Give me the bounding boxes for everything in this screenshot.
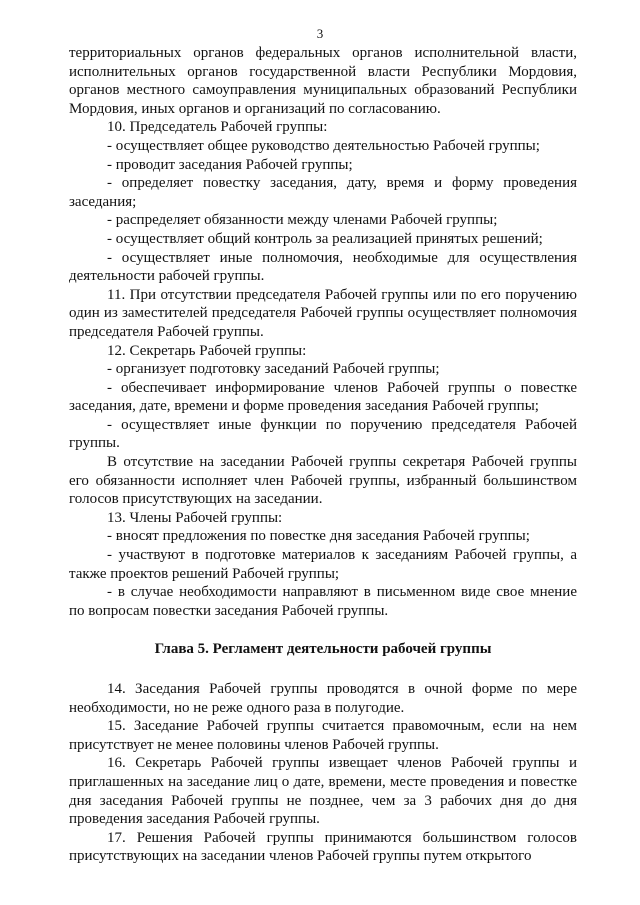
paragraph: 17. Решения Рабочей группы принимаются большинством голосов присутствующих на заседании членов Рабочей группы путем открытого: [69, 829, 577, 865]
paragraph: - организует подготовку заседаний Рабочей группы;: [107, 361, 440, 378]
paragraph: 12. Секретарь Рабочей группы:: [107, 342, 307, 359]
paragraph: В отсутствие на заседании Рабочей группы секретаря Рабочей группы его обязанности исполняет член Рабочей группы, избранный большинством голосов присутствующих на заседании.: [69, 454, 577, 508]
paragraph: 14. Заседания Рабочей группы проводятся в очной форме по мере необходимости, но не реже одного раза в полугодие.: [69, 681, 577, 716]
paragraph: 16. Секретарь Рабочей группы извещает членов Рабочей группы и приглашенных на заседание лиц о дате, времени, месте проведения и повестке дня заседания Рабочей группы не позднее, чем за 3 рабочих дня до дня проведения заседания Рабочей группы.: [69, 755, 577, 828]
paragraph: - проводит заседания Рабочей группы;: [107, 156, 353, 173]
paragraph: - вносят предложения по повестке дня заседания Рабочей группы;: [107, 528, 530, 545]
paragraph: - осуществляет иные полномочия, необходимые для осуществления деятельности рабочей группы.: [69, 249, 577, 285]
paragraph: - в случае необходимости направляют в письменном виде свое мнение по вопросам повестки заседания Рабочей группы.: [69, 584, 577, 619]
chapter-heading: Глава 5. Регламент деятельности рабочей группы: [154, 641, 492, 658]
document-body: [69, 44, 577, 866]
paragraph: 10. Председатель Рабочей группы:: [107, 119, 328, 136]
paragraph: - осуществляет общее руководство деятельностью Рабочей группы;: [107, 137, 540, 154]
page-number: 3: [316, 26, 324, 41]
paragraph: территориальных органов федеральных органов исполнительной власти, исполнительных органов государственной власти Республики Мордовия, органов местного самоуправления муниципальных образований Республики Мордовия, иных органов и организаций по согласованию.: [69, 45, 577, 117]
paragraph: - осуществляет иные функции по поручению председателя Рабочей группы.: [69, 416, 577, 452]
paragraph: - обеспечивает информирование членов Рабочей группы о повестке заседания, дате, времени и форме проведения заседания Рабочей группы;: [69, 379, 577, 415]
paragraph: - распределяет обязанности между членами Рабочей группы;: [107, 212, 498, 229]
paragraph: - осуществляет общий контроль за реализацией принятых решений;: [107, 230, 543, 247]
paragraph: - участвуют в подготовке материалов к заседаниям Рабочей группы, а также проектов решений Рабочей группы;: [69, 547, 577, 582]
paragraph: 13. Члены Рабочей группы:: [107, 509, 283, 526]
paragraph: - определяет повестку заседания, дату, время и форму проведения заседания;: [69, 175, 577, 210]
paragraph: 15. Заседание Рабочей группы считается правомочным, если на нем присутствует не менее половины членов Рабочей группы.: [69, 718, 577, 753]
paragraph: 11. При отсутствии председателя Рабочей группы или по его поручению один из заместителей председателя Рабочей группы осуществляет полномочия председателя Рабочей группы.: [69, 286, 577, 340]
